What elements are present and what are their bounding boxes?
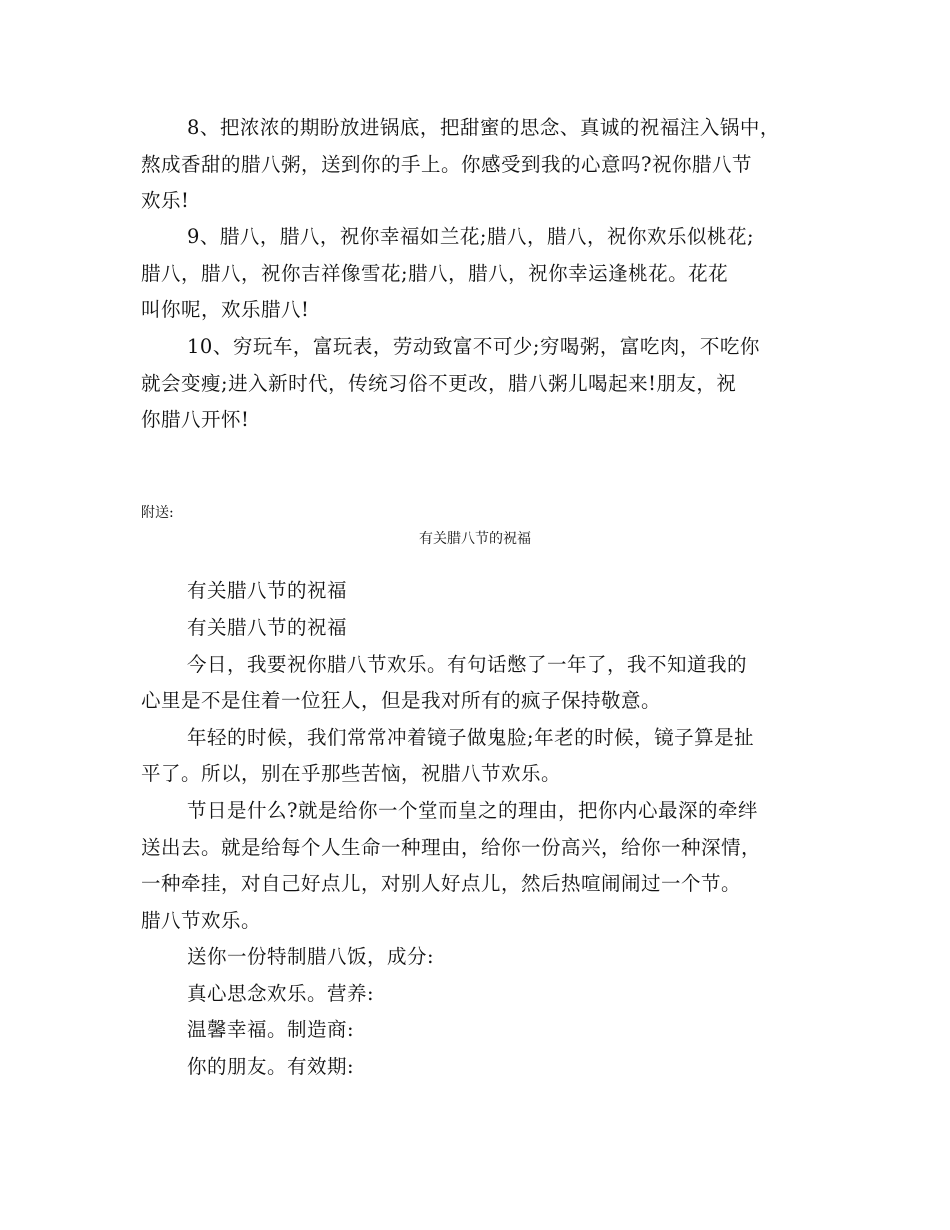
appendix-label: 附送: — [141, 505, 174, 521]
article-heading-1: 有关腊八节的祝福 — [187, 579, 348, 602]
blessing-8-line-3: 欢乐! — [141, 189, 190, 212]
article-para-3-line-2: 送出去。就是给每个人生命一种理由，给你一份高兴，给你一种深情， — [141, 836, 762, 859]
blessing-10-line-2: 就会变瘦;进入新时代，传统习俗不更改，腊八粥儿喝起来!朋友，祝 — [141, 372, 737, 395]
article-heading-2: 有关腊八节的祝福 — [187, 616, 348, 639]
ingredients-line: 真心思念欢乐。营养: — [187, 982, 375, 1005]
blessing-9-line-3: 叫你呢，欢乐腊八! — [141, 298, 310, 321]
blessing-9-line-2: 腊八，腊八，祝你吉祥像雪花;腊八，腊八，祝你幸运逢桃花。花花 — [141, 262, 729, 285]
article-para-1-line-2: 心里是不是住着一位狂人，但是我对所有的疯子保持敬意。 — [141, 689, 662, 712]
article-para-3-line-4: 腊八节欢乐。 — [141, 909, 262, 932]
blessing-10-line-3: 你腊八开怀! — [141, 408, 250, 431]
appendix-title: 有关腊八节的祝福 — [419, 531, 531, 547]
maker-line: 温馨幸福。制造商: — [187, 1018, 355, 1041]
blessing-8-line-1: 8、把浓浓的期盼放进锅底，把甜蜜的思念、真诚的祝福注入锅中， — [187, 116, 780, 139]
article-para-3-line-1: 节日是什么?就是给你一个堂而皇之的理由，把你内心最深的牵绊 — [187, 799, 758, 822]
article-para-3-line-3: 一种牵挂，对自己好点儿，对别人好点儿，然后热喧闹闹过一个节。 — [141, 872, 742, 895]
article-para-2-line-1: 年轻的时候，我们常常冲着镜子做鬼脸;年老的时候，镜子算是扯 — [187, 726, 755, 749]
validity-line: 你的朋友。有效期: — [187, 1055, 355, 1078]
blessing-10-line-1: 10、穷玩车，富玩表，劳动致富不可少;穷喝粥，富吃肉，不吃你 — [187, 335, 760, 358]
gift-line: 送你一份特制腊八饭，成分: — [187, 945, 435, 968]
blessing-9-line-1: 9、腊八，腊八，祝你幸福如兰花;腊八，腊八，祝你欢乐似桃花; — [187, 225, 755, 248]
blessing-8-line-2: 熬成香甜的腊八粥，送到你的手上。你感受到我的心意吗?祝你腊八节 — [141, 153, 752, 176]
article-para-2-line-2: 平了。所以，别在乎那些苦恼，祝腊八节欢乐。 — [141, 762, 562, 785]
article-para-1-line-1: 今日，我要祝你腊八节欢乐。有句话憋了一年了，我不知道我的 — [187, 653, 748, 676]
